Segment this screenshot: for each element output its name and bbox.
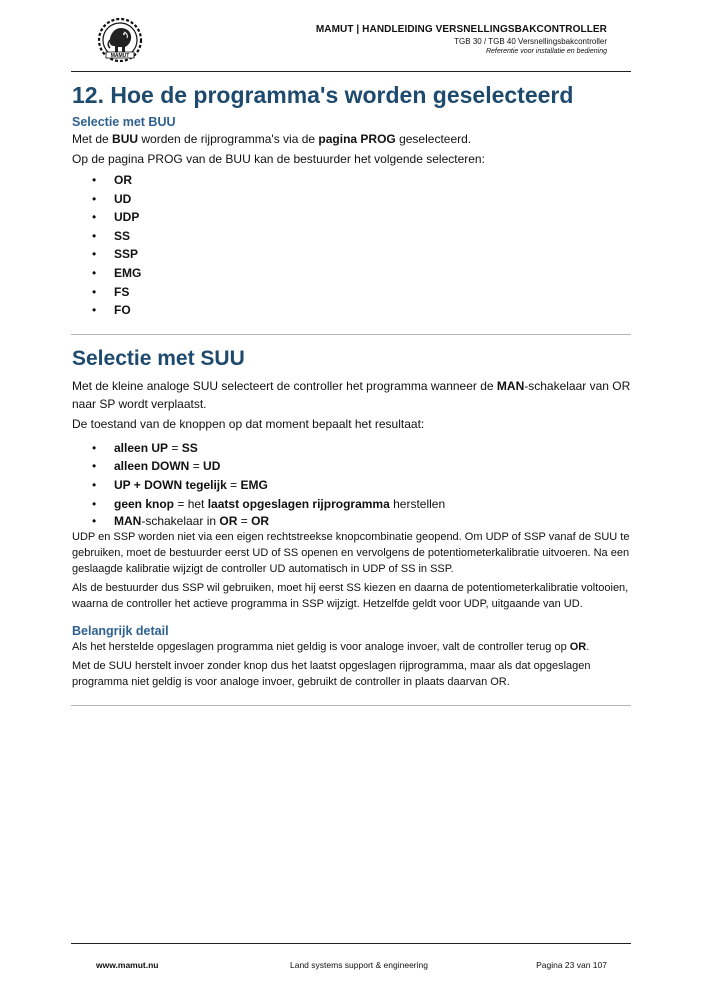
list-item: • alleen UP = SS xyxy=(72,439,632,458)
footer-divider xyxy=(71,943,631,944)
paragraph-udp-ssp: UDP en SSP worden niet via een eigen rechtstreekse knopcombinatie geopend. Om UDP of SSP vanaf de SUU te gebruiken, moet de bestuurder eerst UD of SS openen en vervolgens de potentiometerkalibratie uitvoeren. Na een geslaagde kalibratie wijzigt de controller UD automatisch in UDP of SS in SSP. xyxy=(72,531,630,576)
list-item: • UP + DOWN tegelijk = EMG xyxy=(72,476,632,495)
list-item: • SSP xyxy=(72,245,632,264)
header-reference: Referentie voor installatie en bediening xyxy=(485,48,607,55)
logo-text: MAMUT xyxy=(110,53,130,59)
paragraph-ssp-example: Als de bestuurder dus SSP wil gebruiken, moet hij eerst SS kiezen en daarna de potentiometerkalibratie voltooien, waarna de controller het actieve programma in SSP wijzigt. Hetzelfde geldt voor UDP, uitgaande van UD. xyxy=(72,582,629,611)
list-item: • UDP xyxy=(72,208,632,227)
list-item: • UD xyxy=(72,190,632,209)
list-item: • FO xyxy=(72,301,632,320)
footer-tagline: Land systems support & engineering xyxy=(290,960,428,970)
program-list xyxy=(72,171,632,320)
button-rule-list xyxy=(72,439,632,529)
section-heading-programs: 12. Hoe de programma's worden geselecteerd xyxy=(72,82,574,108)
section-heading-suu: Selectie met SUU xyxy=(72,346,245,370)
page-content xyxy=(72,80,632,690)
list-item: • SS xyxy=(72,227,632,246)
content-end-divider xyxy=(71,705,631,706)
footer-page-number: Pagina 23 van 107 xyxy=(536,960,607,970)
page-header xyxy=(316,24,607,57)
header-subtitle: TGB 30 / TGB 40 Versnellingsbakcontroller xyxy=(454,37,607,46)
list-item: • OR xyxy=(72,171,632,190)
list-item: • FS xyxy=(72,283,632,302)
paragraph-buu-intro: Met de BUU worden de rijprogramma's via de pagina PROG geselecteerd. xyxy=(72,132,472,146)
paragraph-suu-state: De toestand van de knoppen op dat moment bepaalt het resultaat: xyxy=(72,416,425,431)
subheading-detail: Belangrijk detail xyxy=(72,624,169,639)
header-title: MAMUT | HANDLEIDING VERSNELLINGSBAKCONTROLLER xyxy=(315,24,607,35)
list-item: • MAN-schakelaar in OR = OR xyxy=(72,513,632,529)
paragraph-buu-select: Op de pagina PROG van de BUU kan de bestuurder het volgende selecteren: xyxy=(72,152,485,166)
mamut-logo xyxy=(94,17,146,63)
list-item: • alleen DOWN = UD xyxy=(72,457,632,476)
list-item: • geen knop = het laatst opgeslagen rijprogramma herstellen xyxy=(72,495,632,514)
list-item: • EMG xyxy=(72,264,632,283)
paragraph-fallback: Als het herstelde opgeslagen programma niet geldig is voor analoge invoer, valt de controller terug op OR. xyxy=(72,641,590,654)
subheading-buu: Selectie met BUU xyxy=(72,115,176,129)
paragraph-suu-restore: Met de SUU herstelt invoer zonder knop dus het laatst opgeslagen rijprogramma, maar als dat opgeslagen programma niet geldig is voor analoge invoer, gebruikt de controller in plaats daarvan OR. xyxy=(72,660,591,689)
header-divider xyxy=(71,71,631,72)
paragraph-suu-intro: Met de kleine analoge SUU selecteert de controller het programma wanneer de MAN-schakelaar van OR naar SP wordt verplaatst. xyxy=(72,378,631,411)
footer-website: www.mamut.nu xyxy=(96,960,159,970)
